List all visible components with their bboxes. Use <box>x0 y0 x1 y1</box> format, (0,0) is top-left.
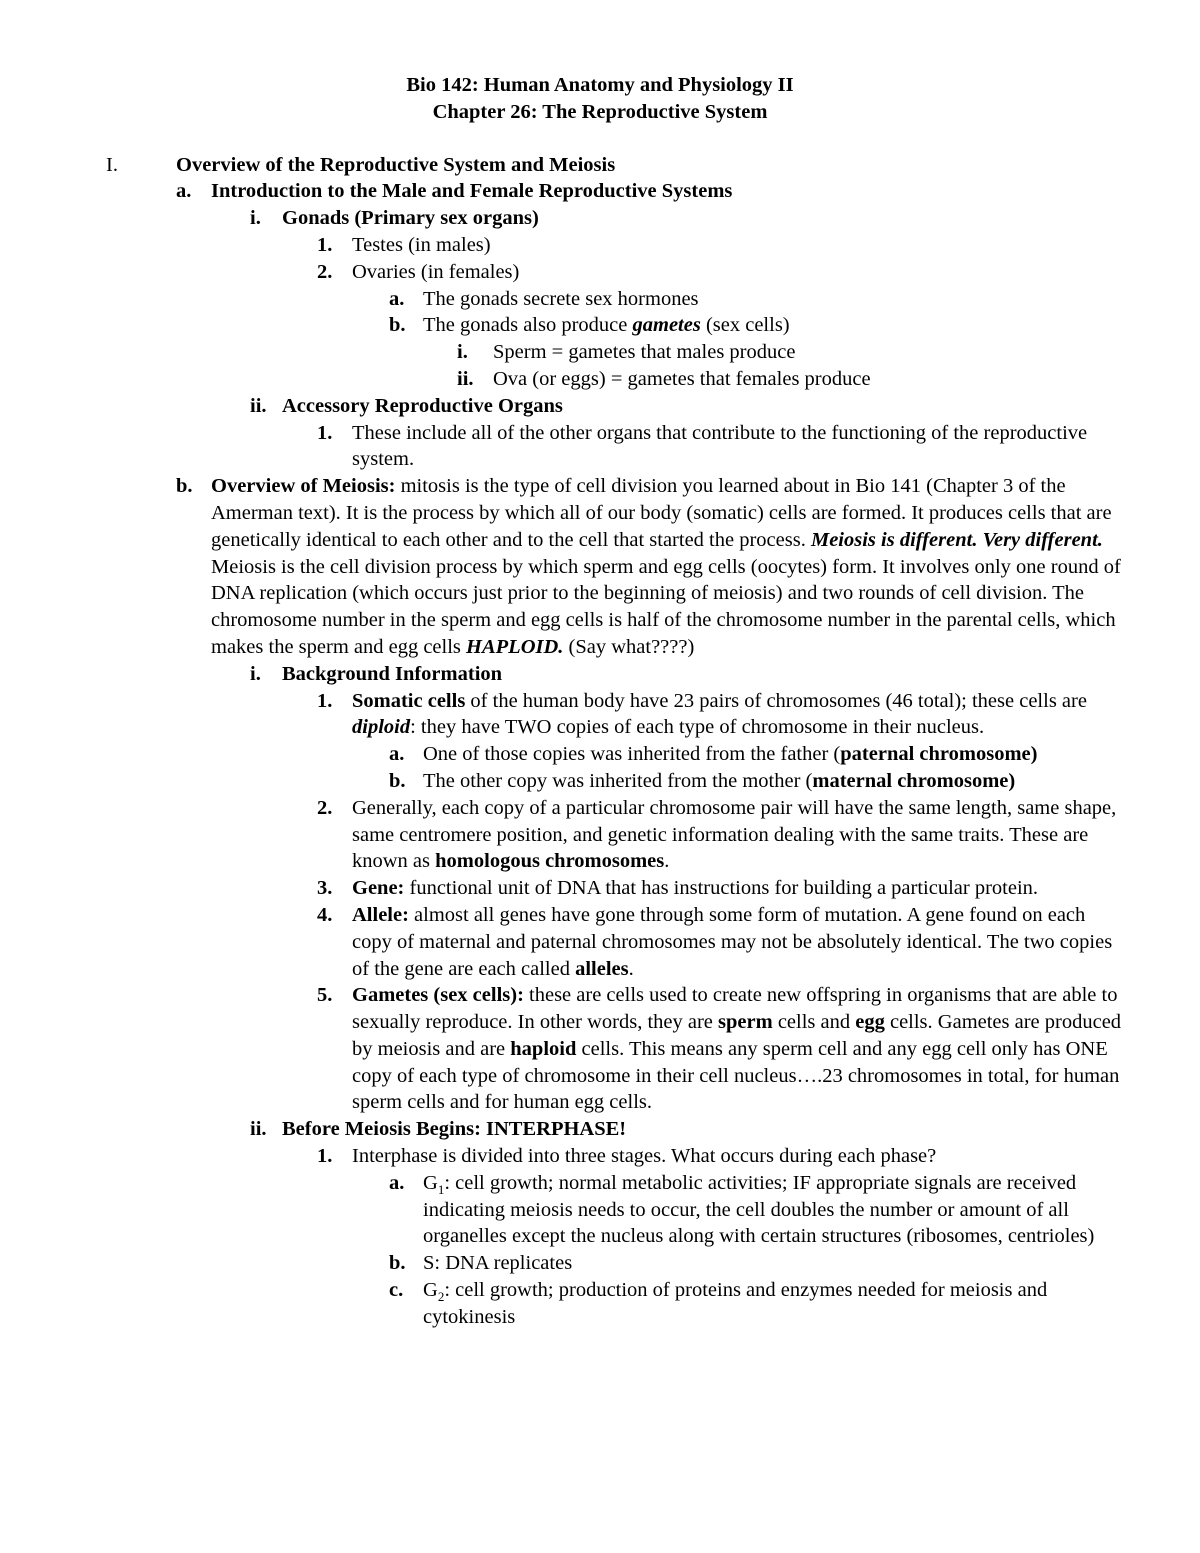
outline-marker: 3. <box>317 877 333 900</box>
outline-marker: b. <box>389 314 406 337</box>
outline-marker: I. <box>106 153 118 176</box>
outline-marker: 4. <box>317 903 333 926</box>
list-item <box>0 688 1200 742</box>
text-run: . <box>628 957 634 980</box>
list-item-text <box>352 875 1130 902</box>
section-heading <box>0 152 1200 179</box>
paragraph-text <box>211 473 1134 661</box>
outline-marker: 1. <box>317 233 333 256</box>
list-item <box>0 795 1200 875</box>
key-term: Somatic cells <box>352 689 466 712</box>
list-item <box>0 366 1200 393</box>
phase-subscript: 1 <box>437 1181 445 1197</box>
list-item <box>0 768 1200 795</box>
emphasis-term: gametes <box>632 314 701 337</box>
outline-marker: b. <box>389 1252 406 1275</box>
topic-title: Accessory Reproductive Organs <box>282 394 563 417</box>
text-run: (Say what????) <box>563 635 695 658</box>
list-item-text: Interphase is divided into three stages. What occurs during each phase? <box>352 1145 937 1168</box>
outline-marker: ii. <box>457 367 474 390</box>
list-item <box>0 259 1200 286</box>
key-term: haploid <box>510 1037 577 1060</box>
topic-heading <box>0 1116 1200 1143</box>
list-item <box>0 1143 1200 1170</box>
list-item <box>0 902 1200 982</box>
outline-marker: b. <box>176 475 193 498</box>
list-item-text: Sperm = gametes that males produce <box>493 341 796 364</box>
key-term: sperm <box>718 1011 773 1034</box>
text-run: cells. This means any sperm cell and any egg cell only has ONE copy of each type of chromosome in their cell nucleus….23 chromosomes in total, for human sperm cells and for human egg cells. <box>352 1037 1120 1114</box>
list-item <box>0 1277 1200 1331</box>
text-run: : cell growth; production of proteins and enzymes needed for meiosis and cytokinesis <box>423 1279 1048 1328</box>
spacer <box>0 126 1200 152</box>
list-item-text <box>423 1277 1130 1331</box>
text-run: mitosis is the type of cell division you learned about in Bio 141 (Chapter 3 of the Amerman text). It is the process by which all of our body (somatic) cells are formed. It produces cells that are genetically identical to each other and to the cell that started the process. <box>211 475 1112 551</box>
list-item-text <box>423 312 1130 339</box>
list-item-text <box>352 902 1130 982</box>
outline-marker: a. <box>176 180 192 203</box>
outline-marker: a. <box>389 1171 405 1194</box>
subsection-paragraph <box>0 473 1200 661</box>
phase-subscript: 2 <box>437 1289 445 1305</box>
list-item-text: These include all of the other organs that contribute to the functioning of the reproductive system. <box>352 421 1088 471</box>
list-item <box>0 312 1200 339</box>
text-run: (sex cells) <box>700 314 790 337</box>
outline-marker: i. <box>250 662 261 685</box>
text-run: cells and <box>772 1011 856 1034</box>
text-run: these are cells used to create new offspring in organisms that are able to sexually reproduce. In other words, they are <box>352 984 1118 1034</box>
emphasis-term: Meiosis is different. Very different. <box>810 528 1103 551</box>
outline-marker: 1. <box>317 689 333 712</box>
phase-symbol: G <box>423 1171 438 1194</box>
text-run: : they have TWO copies of each type of chromosome in their nucleus. <box>410 716 985 739</box>
outline-marker: a. <box>389 287 405 310</box>
list-item-text: S: DNA replicates <box>423 1252 573 1275</box>
list-item-text <box>352 688 1130 742</box>
list-item-text <box>423 768 1130 795</box>
list-item-text <box>423 1170 1130 1250</box>
outline-marker: ii. <box>250 1118 267 1141</box>
key-term: paternal chromosome) <box>840 743 1038 766</box>
topic-heading <box>0 661 1200 688</box>
text-run: : cell growth; normal metabolic activities; IF appropriate signals are received indicating meiosis needs to occur, the cell doubles the number or amount of all organelles except the nucleus along with certain structures (ribosomes, centrioles) <box>423 1171 1095 1248</box>
list-item-text: The gonads secrete sex hormones <box>423 287 699 310</box>
key-term: Gametes (sex cells): <box>352 984 524 1007</box>
outline-marker: a. <box>389 743 405 766</box>
subsection-title: Introduction to the Male and Female Reproductive Systems <box>211 180 733 203</box>
subsection-title: Overview of Meiosis: <box>211 475 396 498</box>
outline-marker: c. <box>389 1279 404 1302</box>
list-item-text: Testes (in males) <box>352 233 491 256</box>
text-run: almost all genes have gone through some form of mutation. A gene found on each copy of maternal and paternal chromosomes may not be absolutely identical. The two copies of the gene are each called <box>352 903 1113 980</box>
document-title: Bio 142: Human Anatomy and Physiology II <box>406 74 794 96</box>
text-run: The other copy was inherited from the mother ( <box>423 769 813 792</box>
outline-marker: 2. <box>317 260 333 283</box>
chapter-title: Chapter 26: The Reproductive System <box>432 100 768 123</box>
list-item <box>0 232 1200 259</box>
text-run: . <box>664 850 670 873</box>
outline-marker: 5. <box>317 984 333 1007</box>
list-item <box>0 1250 1200 1277</box>
topic-title: Gonads (Primary sex organs) <box>282 207 539 230</box>
topic-heading <box>0 393 1200 420</box>
list-item <box>0 982 1200 1116</box>
text-run: functional unit of DNA that has instructions for building a particular protein. <box>404 877 1039 900</box>
topic-title: Background Information <box>282 662 503 685</box>
list-item-text <box>352 982 1130 1116</box>
list-item-text: Ova (or eggs) = gametes that females produce <box>493 367 871 390</box>
list-item <box>0 1170 1200 1250</box>
list-item <box>0 339 1200 366</box>
list-item-text <box>423 741 1130 768</box>
text-run: The gonads also produce <box>423 314 633 337</box>
outline-marker: b. <box>389 769 406 792</box>
text-run: cells. Gametes are produced by meiosis and are <box>352 1011 1122 1060</box>
topic-title: Before Meiosis Begins: INTERPHASE! <box>282 1118 627 1141</box>
key-term: Allele: <box>352 903 409 926</box>
key-term: egg <box>855 1011 885 1034</box>
list-item <box>0 420 1200 474</box>
list-item-text <box>352 795 1130 875</box>
outline-marker: i. <box>457 341 468 364</box>
text-run: Meiosis is the cell division process by which sperm and egg cells (oocytes) form. It involves only one round of DNA replication (which occurs just prior to the beginning of meiosis) and two rounds of cell division. The chromosome number in the sperm and egg cells is half of the chromosome number in the parental cells, which makes the sperm and egg cells <box>211 555 1121 658</box>
list-item <box>0 875 1200 902</box>
list-item <box>0 286 1200 313</box>
list-item-text: Ovaries (in females) <box>352 260 520 283</box>
outline-marker: ii. <box>250 394 267 417</box>
key-term: homologous chromosomes <box>435 850 665 873</box>
topic-heading <box>0 205 1200 232</box>
text-run: One of those copies was inherited from the father ( <box>423 743 841 766</box>
text-run: Generally, each copy of a particular chromosome pair will have the same length, same shape, same centromere position, and genetic information dealing with the same traits. These are known as <box>352 796 1117 873</box>
outline-marker: i. <box>250 207 261 230</box>
outline-marker: 2. <box>317 796 333 819</box>
emphasis-term: HAPLOID. <box>466 635 564 658</box>
key-term: Gene: <box>352 877 405 900</box>
text-run: of the human body have 23 pairs of chromosomes (46 total); these cells are <box>465 689 1087 712</box>
key-term: maternal chromosome) <box>812 769 1016 792</box>
list-item <box>0 741 1200 768</box>
outline-marker: 1. <box>317 1145 333 1168</box>
key-term: alleles <box>575 957 629 980</box>
emphasis-term: diploid <box>352 716 411 739</box>
outline-marker: 1. <box>317 421 333 444</box>
subsection-heading <box>0 178 1200 205</box>
section-title: Overview of the Reproductive System and Meiosis <box>176 153 616 176</box>
phase-symbol: G <box>423 1279 438 1302</box>
